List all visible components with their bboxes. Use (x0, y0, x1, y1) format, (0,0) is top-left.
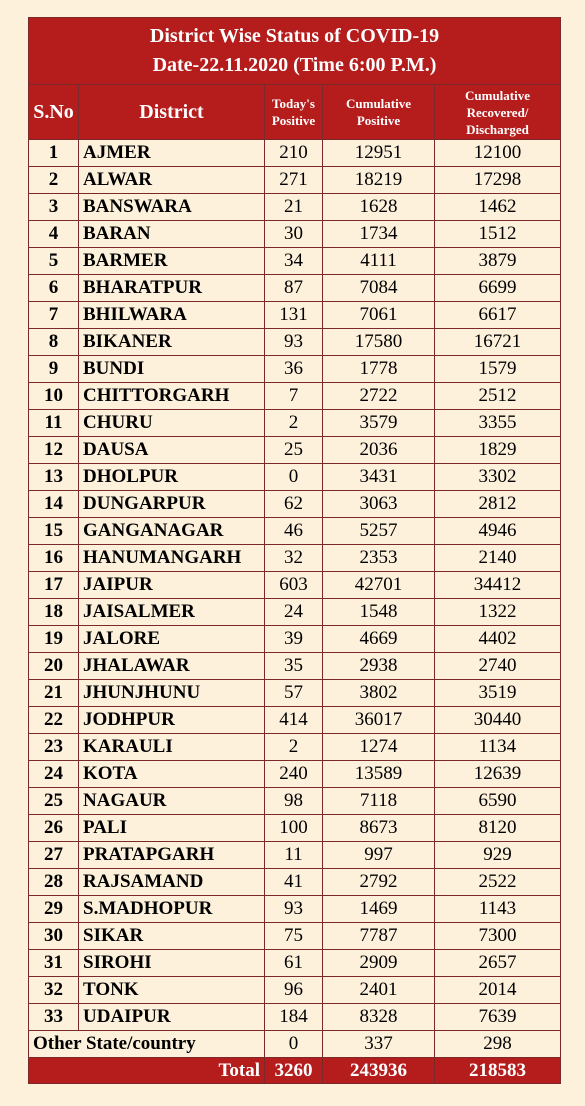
row-cumulative-recovered: 34412 (435, 572, 561, 599)
row-cumulative-recovered: 1322 (435, 599, 561, 626)
row-cumulative-recovered: 6617 (435, 302, 561, 329)
row-cumulative-recovered: 8120 (435, 815, 561, 842)
table-row (29, 707, 561, 734)
row-cumulative-recovered: 2512 (435, 383, 561, 410)
row-district: ALWAR (79, 167, 265, 194)
row-sno: 20 (29, 653, 79, 680)
table-row (29, 383, 561, 410)
row-sno: 33 (29, 1004, 79, 1031)
row-sno: 22 (29, 707, 79, 734)
other-state-row (29, 1031, 561, 1058)
row-cumulative-recovered: 4402 (435, 626, 561, 653)
row-today-positive: 96 (265, 977, 323, 1004)
table-row (29, 977, 561, 1004)
total-today-positive: 3260 (265, 1058, 323, 1084)
row-today-positive: 34 (265, 248, 323, 275)
row-sno: 17 (29, 572, 79, 599)
row-district: BUNDI (79, 356, 265, 383)
row-cumulative-positive: 12951 (323, 140, 435, 167)
table-row (29, 842, 561, 869)
table-body (29, 140, 561, 1031)
row-today-positive: 414 (265, 707, 323, 734)
header-sno: S.No (29, 85, 79, 140)
row-cumulative-positive: 7061 (323, 302, 435, 329)
other-cumulative-positive: 337 (323, 1031, 435, 1058)
row-cumulative-positive: 1274 (323, 734, 435, 761)
row-cumulative-recovered: 1829 (435, 437, 561, 464)
total-row (29, 1058, 561, 1084)
row-cumulative-positive: 7787 (323, 923, 435, 950)
table-row (29, 491, 561, 518)
row-today-positive: 2 (265, 410, 323, 437)
row-cumulative-positive: 2938 (323, 653, 435, 680)
table-row (29, 869, 561, 896)
row-sno: 12 (29, 437, 79, 464)
table-row (29, 599, 561, 626)
row-cumulative-recovered: 30440 (435, 707, 561, 734)
row-cumulative-recovered: 1462 (435, 194, 561, 221)
row-today-positive: 25 (265, 437, 323, 464)
row-sno: 14 (29, 491, 79, 518)
table-row (29, 653, 561, 680)
row-today-positive: 30 (265, 221, 323, 248)
row-cumulative-recovered: 12100 (435, 140, 561, 167)
row-today-positive: 75 (265, 923, 323, 950)
row-district: DUNGARPUR (79, 491, 265, 518)
row-district: UDAIPUR (79, 1004, 265, 1031)
row-today-positive: 98 (265, 788, 323, 815)
row-today-positive: 41 (265, 869, 323, 896)
table-row (29, 221, 561, 248)
row-district: PRATAPGARH (79, 842, 265, 869)
row-today-positive: 57 (265, 680, 323, 707)
table-row (29, 329, 561, 356)
row-district: HANUMANGARH (79, 545, 265, 572)
row-cumulative-positive: 2792 (323, 869, 435, 896)
row-sno: 5 (29, 248, 79, 275)
row-cumulative-recovered: 12639 (435, 761, 561, 788)
title-line-2: Date-22.11.2020 (Time 6:00 P.M.) (152, 54, 437, 76)
row-sno: 28 (29, 869, 79, 896)
row-cumulative-recovered: 3879 (435, 248, 561, 275)
row-cumulative-positive: 2909 (323, 950, 435, 977)
row-cumulative-positive: 13589 (323, 761, 435, 788)
row-today-positive: 61 (265, 950, 323, 977)
table-row (29, 761, 561, 788)
header-todays-positive: Today's Positive (265, 85, 323, 140)
row-cumulative-positive: 1469 (323, 896, 435, 923)
row-today-positive: 100 (265, 815, 323, 842)
other-state-label: Other State/country (29, 1031, 265, 1058)
row-today-positive: 24 (265, 599, 323, 626)
row-today-positive: 210 (265, 140, 323, 167)
table-row (29, 950, 561, 977)
header-district: District (79, 85, 265, 140)
row-cumulative-recovered: 16721 (435, 329, 561, 356)
total-label: Total (29, 1058, 265, 1084)
row-sno: 23 (29, 734, 79, 761)
row-cumulative-positive: 2353 (323, 545, 435, 572)
row-sno: 26 (29, 815, 79, 842)
row-district: DHOLPUR (79, 464, 265, 491)
row-cumulative-positive: 3802 (323, 680, 435, 707)
row-today-positive: 39 (265, 626, 323, 653)
row-district: S.MADHOPUR (79, 896, 265, 923)
row-today-positive: 2 (265, 734, 323, 761)
row-today-positive: 131 (265, 302, 323, 329)
table-row (29, 626, 561, 653)
row-cumulative-positive: 997 (323, 842, 435, 869)
table-row (29, 464, 561, 491)
row-district: DAUSA (79, 437, 265, 464)
table-row (29, 437, 561, 464)
other-cumulative-recovered: 298 (435, 1031, 561, 1058)
row-sno: 9 (29, 356, 79, 383)
row-sno: 15 (29, 518, 79, 545)
row-cumulative-positive: 18219 (323, 167, 435, 194)
row-district: SIKAR (79, 923, 265, 950)
row-today-positive: 93 (265, 896, 323, 923)
row-sno: 31 (29, 950, 79, 977)
row-cumulative-positive: 42701 (323, 572, 435, 599)
row-sno: 21 (29, 680, 79, 707)
row-district: CHITTORGARH (79, 383, 265, 410)
table-row (29, 302, 561, 329)
row-cumulative-recovered: 1134 (435, 734, 561, 761)
total-cumulative-recovered: 218583 (435, 1058, 561, 1084)
row-sno: 3 (29, 194, 79, 221)
row-cumulative-recovered: 1143 (435, 896, 561, 923)
row-cumulative-recovered: 3355 (435, 410, 561, 437)
row-district: BARAN (79, 221, 265, 248)
row-sno: 11 (29, 410, 79, 437)
covid-status-table (28, 17, 561, 1084)
table-row (29, 140, 561, 167)
row-cumulative-recovered: 3302 (435, 464, 561, 491)
row-district: JHUNJHUNU (79, 680, 265, 707)
row-cumulative-positive: 1548 (323, 599, 435, 626)
row-cumulative-recovered: 1512 (435, 221, 561, 248)
row-sno: 27 (29, 842, 79, 869)
row-today-positive: 7 (265, 383, 323, 410)
row-sno: 2 (29, 167, 79, 194)
row-cumulative-recovered: 1579 (435, 356, 561, 383)
table-row (29, 572, 561, 599)
row-sno: 25 (29, 788, 79, 815)
row-sno: 10 (29, 383, 79, 410)
row-cumulative-positive: 2036 (323, 437, 435, 464)
row-district: BHILWARA (79, 302, 265, 329)
table-row (29, 194, 561, 221)
total-cumulative-positive: 243936 (323, 1058, 435, 1084)
row-cumulative-positive: 5257 (323, 518, 435, 545)
row-sno: 4 (29, 221, 79, 248)
row-cumulative-recovered: 2740 (435, 653, 561, 680)
row-sno: 8 (29, 329, 79, 356)
row-today-positive: 603 (265, 572, 323, 599)
row-cumulative-recovered: 929 (435, 842, 561, 869)
row-today-positive: 0 (265, 464, 323, 491)
row-district: BHARATPUR (79, 275, 265, 302)
row-today-positive: 62 (265, 491, 323, 518)
row-sno: 19 (29, 626, 79, 653)
row-district: GANGANAGAR (79, 518, 265, 545)
header-cumulative-recovered: Cumulative Recovered/ Discharged (435, 85, 561, 140)
row-cumulative-recovered: 2812 (435, 491, 561, 518)
row-cumulative-positive: 3579 (323, 410, 435, 437)
row-district: JALORE (79, 626, 265, 653)
row-cumulative-positive: 8328 (323, 1004, 435, 1031)
table-row (29, 356, 561, 383)
row-sno: 6 (29, 275, 79, 302)
row-cumulative-recovered: 2014 (435, 977, 561, 1004)
row-cumulative-recovered: 7300 (435, 923, 561, 950)
table-row (29, 248, 561, 275)
row-sno: 13 (29, 464, 79, 491)
row-district: SIROHI (79, 950, 265, 977)
row-cumulative-recovered: 2522 (435, 869, 561, 896)
row-today-positive: 271 (265, 167, 323, 194)
table-row (29, 275, 561, 302)
row-today-positive: 46 (265, 518, 323, 545)
row-district: JHALAWAR (79, 653, 265, 680)
row-sno: 29 (29, 896, 79, 923)
table-row (29, 896, 561, 923)
table-row (29, 815, 561, 842)
row-cumulative-positive: 1778 (323, 356, 435, 383)
row-cumulative-positive: 1628 (323, 194, 435, 221)
row-cumulative-recovered: 6699 (435, 275, 561, 302)
row-sno: 24 (29, 761, 79, 788)
row-sno: 32 (29, 977, 79, 1004)
row-today-positive: 35 (265, 653, 323, 680)
table-row (29, 518, 561, 545)
table-row (29, 167, 561, 194)
row-cumulative-positive: 3063 (323, 491, 435, 518)
row-district: JAISALMER (79, 599, 265, 626)
row-cumulative-recovered: 2657 (435, 950, 561, 977)
table-row (29, 1004, 561, 1031)
row-district: JODHPUR (79, 707, 265, 734)
row-today-positive: 87 (265, 275, 323, 302)
row-cumulative-positive: 4111 (323, 248, 435, 275)
table-row (29, 410, 561, 437)
row-sno: 1 (29, 140, 79, 167)
row-cumulative-recovered: 3519 (435, 680, 561, 707)
row-cumulative-positive: 2722 (323, 383, 435, 410)
table-row (29, 545, 561, 572)
row-cumulative-positive: 4669 (323, 626, 435, 653)
row-cumulative-recovered: 6590 (435, 788, 561, 815)
row-district: KOTA (79, 761, 265, 788)
row-today-positive: 21 (265, 194, 323, 221)
row-sno: 30 (29, 923, 79, 950)
other-today-positive: 0 (265, 1031, 323, 1058)
row-district: JAIPUR (79, 572, 265, 599)
row-cumulative-recovered: 2140 (435, 545, 561, 572)
row-today-positive: 240 (265, 761, 323, 788)
row-cumulative-positive: 8673 (323, 815, 435, 842)
row-sno: 16 (29, 545, 79, 572)
row-cumulative-positive: 2401 (323, 977, 435, 1004)
row-district: BIKANER (79, 329, 265, 356)
row-district: RAJSAMAND (79, 869, 265, 896)
row-district: NAGAUR (79, 788, 265, 815)
row-cumulative-positive: 3431 (323, 464, 435, 491)
row-cumulative-recovered: 17298 (435, 167, 561, 194)
row-cumulative-positive: 1734 (323, 221, 435, 248)
row-sno: 18 (29, 599, 79, 626)
row-today-positive: 184 (265, 1004, 323, 1031)
column-header-row (29, 85, 561, 140)
table-row (29, 734, 561, 761)
row-district: BANSWARA (79, 194, 265, 221)
header-cumulative-positive: Cumulative Positive (323, 85, 435, 140)
row-cumulative-recovered: 4946 (435, 518, 561, 545)
row-district: PALI (79, 815, 265, 842)
row-sno: 7 (29, 302, 79, 329)
row-cumulative-positive: 7118 (323, 788, 435, 815)
row-district: AJMER (79, 140, 265, 167)
row-today-positive: 11 (265, 842, 323, 869)
table-row (29, 923, 561, 950)
row-today-positive: 93 (265, 329, 323, 356)
row-today-positive: 36 (265, 356, 323, 383)
row-district: BARMER (79, 248, 265, 275)
row-cumulative-recovered: 7639 (435, 1004, 561, 1031)
row-district: KARAULI (79, 734, 265, 761)
row-today-positive: 32 (265, 545, 323, 572)
title-line-1: District Wise Status of COVID-19 (149, 25, 440, 47)
row-district: CHURU (79, 410, 265, 437)
table-title (29, 18, 561, 85)
row-cumulative-positive: 7084 (323, 275, 435, 302)
table-row (29, 788, 561, 815)
table-row (29, 680, 561, 707)
row-district: TONK (79, 977, 265, 1004)
row-cumulative-positive: 17580 (323, 329, 435, 356)
row-cumulative-positive: 36017 (323, 707, 435, 734)
